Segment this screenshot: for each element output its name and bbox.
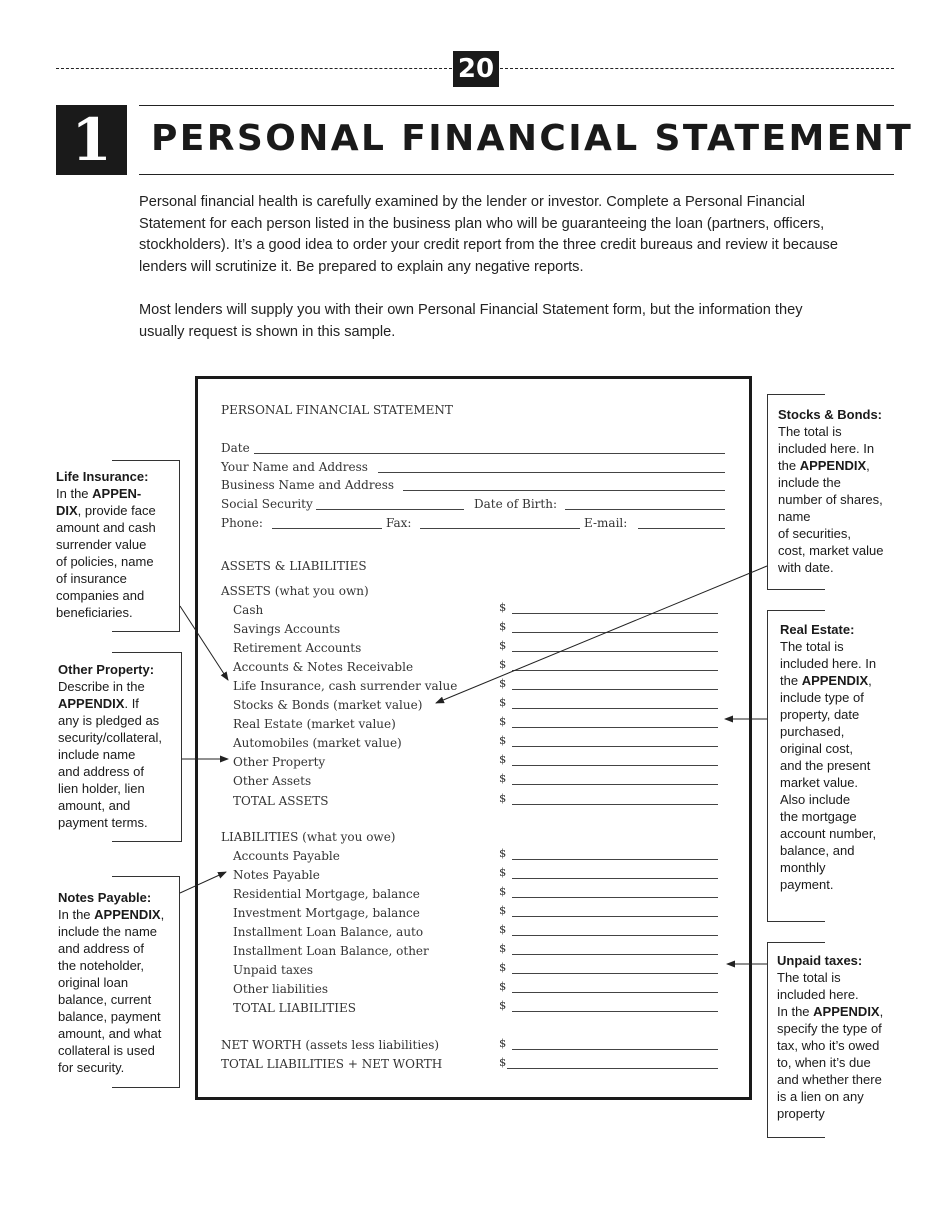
note-life-line-4: amount and cash (56, 520, 156, 535)
note-stocks-line-8: cost, market value (778, 543, 884, 558)
chapter-number: 1 (56, 105, 127, 175)
name-address-label: Your Name and Address (221, 460, 368, 474)
liabilities-header: LIABILITIES (what you owe) (221, 830, 396, 844)
note-other-line-4: any is pledged as (58, 713, 160, 728)
phone-label: Phone: (221, 516, 263, 530)
liability-label-unpaid-taxes: Unpaid taxes (233, 963, 314, 978)
note-stocks-title: Stocks & Bonds: (778, 407, 883, 422)
note-stocks-line-7: of securities, (778, 526, 851, 541)
dob-label: Date of Birth: (474, 497, 557, 511)
intro-paragraph-2: Most lenders will supply you with their own Personal Financial Statement form, but the information they usually request is shown in this sample. (139, 302, 803, 340)
note-re-appendix: APPENDIX (801, 673, 869, 688)
note-re-line-9: market value. (780, 775, 859, 790)
liability-dollar-notes-payable: $ (499, 865, 507, 880)
note-re-line3: the (780, 673, 802, 688)
liability-label-investment-mortgage-balance: Investment Mortgage, balance (233, 906, 420, 921)
asset-label-other-assets: Other Assets (233, 774, 312, 789)
arrow-life-insurance (180, 606, 228, 680)
ssn-label: Social Security (221, 497, 313, 511)
note-life-line-7: of insurance (56, 571, 127, 586)
liability-label-installment-loan-balance-auto: Installment Loan Balance, auto (233, 925, 424, 940)
note-tx-line-6: to, when it’s due (777, 1055, 871, 1070)
asset-label-accounts-notes-receivable: Accounts & Notes Receivable (233, 660, 414, 675)
asset-dollar-life-insurance-cash-surrender-value: $ (499, 676, 507, 691)
note-other-line1: Describe in the (58, 679, 145, 694)
business-label: Business Name and Address (221, 478, 395, 492)
fax-label: Fax: (386, 516, 412, 530)
arrow-stocks-bonds (436, 566, 767, 703)
asset-dollar-savings-accounts: $ (499, 619, 507, 634)
note-other-line-8: lien holder, lien (58, 781, 145, 796)
note-notes-comma: , (160, 907, 165, 922)
note-notes-line1: In the (58, 907, 95, 922)
liability-dollar-other-liabilities: $ (499, 979, 507, 994)
asset-label-retirement-accounts: Retirement Accounts (233, 641, 362, 656)
section-heading: ASSETS & LIABILITIES (221, 559, 367, 573)
arrow-notes-payable (180, 872, 226, 893)
note-other-line-5: security/collateral, (58, 730, 163, 745)
note-notes-line-12: for security. (58, 1060, 125, 1075)
total-lnw-label: TOTAL LIABILITIES + NET WORTH (221, 1057, 443, 1071)
note-other-title: Other Property: (58, 662, 155, 677)
asset-dollar-cash: $ (499, 600, 507, 614)
note-notes-line-9: balance, payment (58, 1009, 161, 1024)
note-tx-appendix: APPENDIX (813, 1004, 880, 1019)
note-other-line-10: payment terms. (58, 815, 148, 830)
asset-dollar-other-assets: $ (499, 771, 507, 786)
asset-label-other-property: Other Property (233, 755, 326, 770)
note-re-title: Real Estate: (780, 622, 855, 637)
note-stocks-line-9: with date. (778, 560, 834, 575)
liability-dollar-investment-mortgage-balance: $ (499, 903, 507, 918)
note-tx-comma: , (879, 1004, 884, 1019)
note-re-line-4: include type of (780, 690, 864, 705)
email-label: E-mail: (584, 516, 628, 530)
note-other-line2: . If (124, 696, 139, 711)
asset-dollar-accounts-notes-receivable: $ (499, 657, 507, 672)
liability-label-residential-mortgage-balance: Residential Mortgage, balance (233, 887, 420, 902)
liability-label-total-liabilities: TOTAL LIABILITIES (233, 1001, 357, 1016)
net-worth-label: NET WORTH (assets less liabilities) (221, 1038, 440, 1052)
liability-dollar-total-liabilities: $ (499, 998, 507, 1013)
asset-label-total-assets: TOTAL ASSETS (233, 793, 329, 808)
note-re-line-8: and the present (780, 758, 871, 773)
note-other-line-7: and address of (58, 764, 145, 779)
note-re-line-15: payment. (780, 877, 834, 892)
note-re-line-14: monthly (780, 860, 826, 875)
note-re-line2: included here. In (780, 656, 877, 671)
note-life-line-8: companies and (56, 588, 145, 603)
asset-dollar-real-estate-market-value: $ (499, 714, 507, 729)
asset-label-life-insurance-cash-surrender-value: Life Insurance, cash surrender value (233, 679, 458, 694)
asset-dollar-stocks-bonds-market-value: $ (499, 695, 507, 710)
note-life-line-5: surrender value (56, 537, 147, 552)
note-life-line1: In the (56, 486, 93, 501)
liability-label-notes-payable: Notes Payable (233, 868, 320, 883)
asset-dollar-retirement-accounts: $ (499, 638, 507, 653)
note-notes-appendix: APPENDIX (94, 907, 161, 922)
note-stocks-line-6: name (778, 509, 811, 524)
note-tx-title: Unpaid taxes: (777, 953, 863, 968)
note-life-line-9: beneficiaries. (56, 605, 133, 620)
liability-dollar-accounts-payable: $ (499, 846, 507, 860)
note-tx-line1: The total is (777, 970, 841, 985)
note-tx-line-7: and whether there (777, 1072, 882, 1087)
liability-label-other-liabilities: Other liabilities (233, 982, 328, 997)
asset-dollar-automobiles-market-value: $ (499, 733, 507, 748)
liability-label-installment-loan-balance-other: Installment Loan Balance, other (233, 944, 429, 959)
chapter-title: PERSONAL FINANCIAL STATEMENT (151, 118, 914, 159)
note-notes-line-6: the noteholder, (58, 958, 145, 973)
note-notes-title: Notes Payable: (58, 890, 152, 905)
note-life-line2: , provide face (77, 503, 156, 518)
asset-label-cash: Cash (233, 603, 264, 617)
note-notes-line-5: and address of (58, 941, 145, 956)
note-re-line-10: Also include (780, 792, 851, 807)
note-other-appendix: APPENDIX (58, 696, 125, 711)
note-notes-line-10: amount, and what (58, 1026, 162, 1041)
note-life-title: Life Insurance: (56, 469, 149, 484)
asset-label-stocks-bonds-market-value: Stocks & Bonds (market value) (233, 698, 423, 713)
asset-dollar-other-property: $ (499, 752, 507, 767)
note-stocks-line2: included here. In (778, 441, 875, 456)
liability-dollar-installment-loan-balance-auto: $ (499, 922, 507, 937)
assets-header: ASSETS (what you own) (221, 584, 369, 598)
note-stocks-line1: The total is (778, 424, 842, 439)
note-re-line-5: property, date (780, 707, 860, 722)
liability-dollar-installment-loan-balance-other: $ (499, 941, 507, 956)
note-re-comma: , (868, 673, 872, 688)
note-life-appendix1: APPEN- (92, 486, 142, 501)
note-re-line-12: account number, (780, 826, 877, 841)
note-notes-line-8: balance, current (58, 992, 152, 1007)
note-stocks-appendix: APPENDIX (799, 458, 867, 473)
page-number: 20 (453, 51, 499, 87)
total-lnw-dollar: $ (499, 1055, 507, 1069)
note-other-line-6: include name (58, 747, 136, 762)
note-re-line-6: purchased, (780, 724, 845, 739)
note-re-line-13: balance, and (780, 843, 855, 858)
asset-label-real-estate-market-value: Real Estate (market value) (233, 717, 396, 732)
note-tx-line3: In the (777, 1004, 814, 1019)
asset-label-automobiles-market-value: Automobiles (market value) (233, 736, 402, 751)
note-stocks-line3: the (778, 458, 800, 473)
note-tx-line2: included here. (777, 987, 859, 1002)
note-stocks-line-4: include the (778, 475, 841, 490)
note-other-line-9: amount, and (58, 798, 131, 813)
liability-dollar-residential-mortgage-balance: $ (499, 884, 507, 899)
date-label: Date (221, 441, 250, 455)
note-re-line-7: original cost, (780, 741, 853, 756)
note-life-appendix2: DIX (56, 503, 78, 518)
intro-paragraph-1: Personal financial health is carefully examined by the lender or investor. Complete a Personal Financial Statement for each person listed in the business plan who will be guaranteeing the loan (partners, officers, stockholders). It’s a good idea to order your credit report from the three credit bureaus and review it because lenders will scrutinize it. Be prepared to explain any negative reports. (139, 194, 838, 276)
net-worth-dollar: $ (499, 1036, 507, 1050)
note-stocks-line-5: number of shares, (778, 492, 883, 507)
asset-dollar-total-assets: $ (499, 790, 507, 805)
note-notes-line-11: collateral is used (58, 1043, 155, 1058)
note-tx-line-8: is a lien on any (777, 1089, 864, 1104)
note-notes-line-7: original loan (58, 975, 129, 990)
note-life-line-6: of policies, name (56, 554, 154, 569)
liability-dollar-unpaid-taxes: $ (499, 960, 507, 975)
note-re-line1: The total is (780, 639, 844, 654)
note-stocks-comma: , (866, 458, 870, 473)
note-tx-line-9: property (777, 1106, 825, 1121)
form-title: PERSONAL FINANCIAL STATEMENT (221, 403, 453, 417)
note-tx-line-5: tax, who it’s owed (777, 1038, 880, 1053)
liability-label-accounts-payable: Accounts Payable (233, 849, 340, 863)
note-tx-line-4: specify the type of (777, 1021, 882, 1036)
note-re-line-11: the mortgage (780, 809, 857, 824)
note-notes-line-4: include the name (58, 924, 158, 939)
asset-label-savings-accounts: Savings Accounts (233, 622, 341, 637)
